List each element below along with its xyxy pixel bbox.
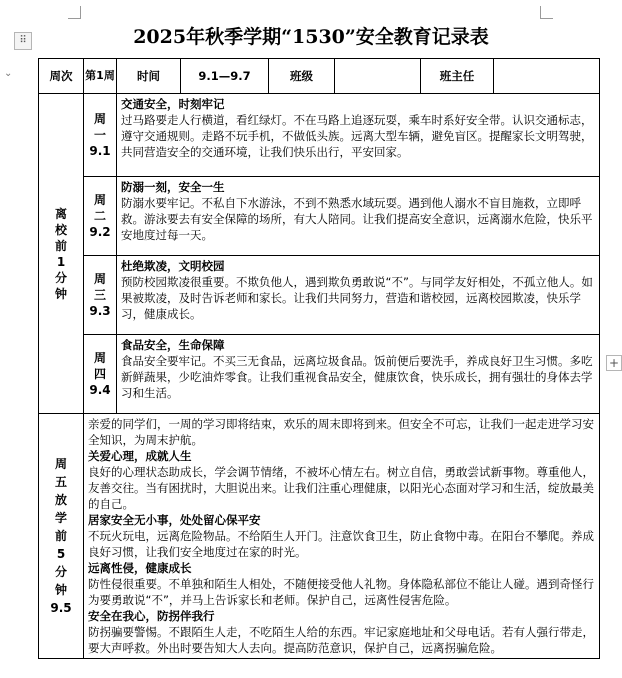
- day-cell-monday: 周 一 9.1: [84, 94, 117, 177]
- friday-intro: 亲爱的同学们，一周的学习即将结束，欢乐的周末即将到来。但安全不可忘，让我们一起走进学习安全知识，为周末护航。: [88, 417, 594, 447]
- week-number: 第1周: [84, 59, 117, 94]
- teacher-label: 班主任: [421, 59, 494, 94]
- topic-body: 防性侵很重要。不单独和陌生人相处，不随便接受他人礼物。身体隐私部位不能让人碰。遇到奇怪行为要勇敢说“不”，并马上告诉家长和老师。保护自己，远离性侵害危险。: [88, 577, 594, 607]
- topic-heading: 安全在我心，防拐伴我行: [88, 609, 215, 623]
- topic-body: 预防校园欺凌很重要。不欺负他人，遇到欺负勇敢说“不”。与同学友好相处，不孤立他人。如果被欺凌，及时告诉老师和家长。让我们共同努力，营造和谐校园，远离校园欺凌，快乐学习，健康成长。: [121, 275, 593, 321]
- topic-body: 不玩火玩电，远离危险物品。不给陌生人开门。注意饮食卫生，防止食物中毒。在阳台不攀爬。养成良好习惯，让我们安全地度过在家的时光。: [88, 529, 594, 559]
- week-label: 周次: [39, 59, 84, 94]
- topic-heading: 食品安全，生命保障: [121, 338, 225, 352]
- topic-heading: 杜绝欺凌，文明校园: [121, 259, 225, 273]
- class-label: 班级: [269, 59, 335, 94]
- safety-record-table: [38, 58, 600, 659]
- content-cell-friday: [84, 414, 600, 659]
- section1-label: 离 校 前 1 分 钟: [39, 94, 84, 414]
- add-row-plus-icon[interactable]: +: [606, 355, 622, 371]
- collapse-arrow-icon[interactable]: ⌄: [4, 68, 13, 79]
- day-cell-wednesday: 周 三 9.3: [84, 256, 117, 335]
- topic-heading: 防溺一刻，安全一生: [121, 180, 225, 194]
- topic-heading: 关爱心理，成就人生: [88, 449, 192, 463]
- tuesday-row: [39, 177, 600, 256]
- topic-body: 防拐骗要警惕。不跟陌生人走，不吃陌生人给的东西。牢记家庭地址和父母电话。若有人强行带走，要大声呼救。外出时要告知大人去向。提高防范意识，保护自己，远离拐骗危险。: [88, 625, 594, 655]
- content-cell-monday: [117, 94, 600, 177]
- header-row: [39, 59, 600, 94]
- table-move-handle-icon[interactable]: ⠿: [14, 32, 32, 50]
- thursday-row: [39, 335, 600, 414]
- day-cell-tuesday: 周 二 9.2: [84, 177, 117, 256]
- page-corner-mark-left: [68, 6, 81, 19]
- friday-row: [39, 414, 600, 659]
- topic-heading: 居家安全无小事，处处留心保平安: [88, 513, 261, 527]
- document-title: 2025年秋季学期“1530”安全教育记录表: [133, 26, 489, 48]
- content-cell-wednesday: [117, 256, 600, 335]
- topic-body: 过马路要走人行横道，看红绿灯。不在马路上追逐玩耍，乘车时系好安全带。认识交通标志，遵守交通规则。走路不玩手机，不做低头族。远离大型车辆，避免盲区。提醒家长文明驾驶，共同营造安全的交通环境，让我们快乐出行，平安回家。: [121, 113, 593, 159]
- wednesday-row: [39, 256, 600, 335]
- content-cell-thursday: [117, 335, 600, 414]
- monday-row: [39, 94, 600, 177]
- content-cell-tuesday: [117, 177, 600, 256]
- topic-body: 防溺水要牢记。不私自下水游泳，不到不熟悉水域玩耍。遇到他人溺水不盲目施救，立即呼救。游泳要去有安全保障的场所，有大人陪同。让我们提高安全意识，远离溺水危险，快乐平安地度过每一天。: [121, 196, 593, 242]
- teacher-value[interactable]: [494, 59, 600, 94]
- section2-label: 周 五 放 学 前 5 分 钟 9.5: [39, 414, 84, 659]
- topic-heading: 交通安全，时刻牢记: [121, 97, 225, 111]
- date-range: 9.1—9.7: [181, 59, 269, 94]
- topic-heading: 远离性侵，健康成长: [88, 561, 192, 575]
- topic-body: 食品安全要牢记。不买三无食品，远离垃圾食品。饭前便后要洗手，养成良好卫生习惯。多吃新鲜蔬果，少吃油炸零食。让我们重视食品安全，健康饮食，快乐成长，拥有强壮的身体去学习和生活。: [121, 354, 593, 400]
- page-corner-mark-right: [540, 6, 553, 19]
- time-label: 时间: [117, 59, 181, 94]
- topic-body: 良好的心理状态助成长，学会调节情绪，不被坏心情左右。树立自信，勇敢尝试新事物。尊重他人，友善交往。当有困扰时，大胆说出来。让我们注重心理健康，以阳光心态面对学习和生活，绽放最美的自己。: [88, 465, 594, 511]
- day-cell-thursday: 周 四 9.4: [84, 335, 117, 414]
- class-value[interactable]: [335, 59, 421, 94]
